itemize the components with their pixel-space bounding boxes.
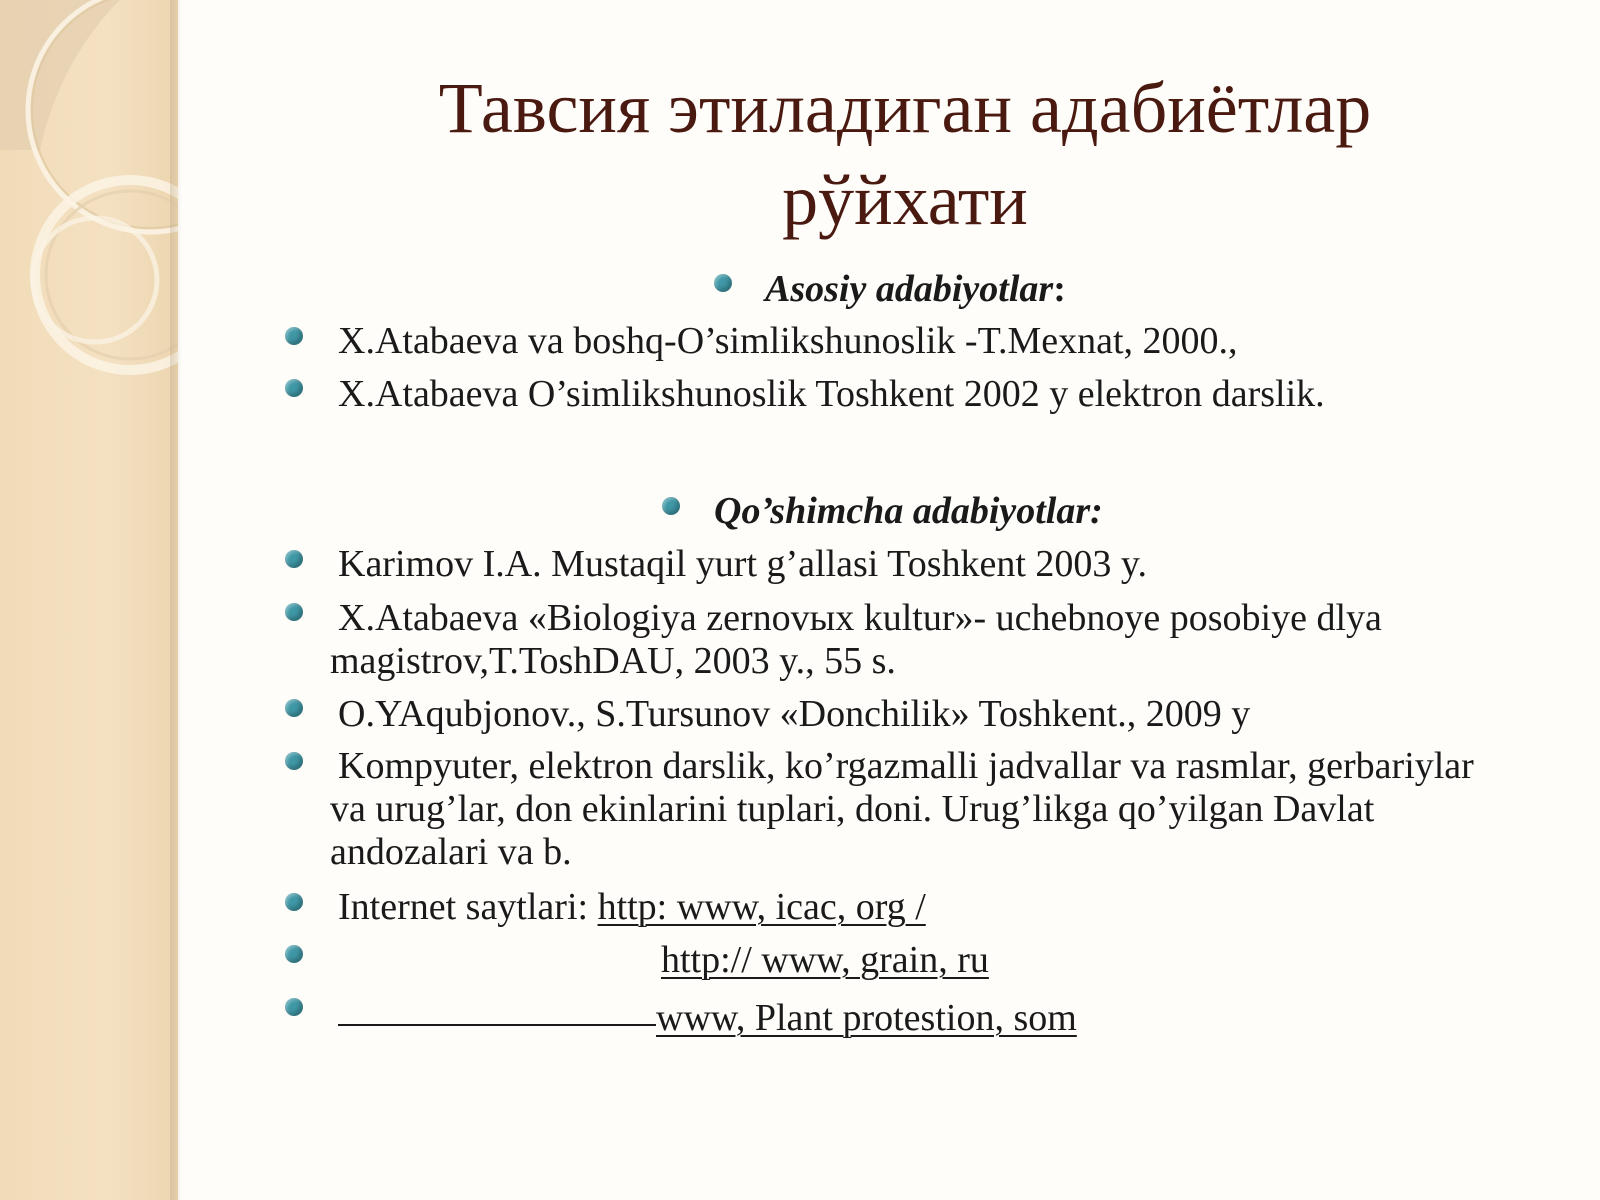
side-panel-shadow <box>170 0 182 1200</box>
list-item: Karimov I.A. Mustaqil yurt g’allasi Toshkent 2003 y. <box>338 543 1147 585</box>
bullet-icon <box>285 998 303 1016</box>
title-line-1: Тавсия этиладиган адабиётлар <box>438 68 1372 148</box>
additional-literature-heading: Qo’shimcha adabiyotlar: <box>714 490 1103 532</box>
list-item: O.YAqubjonov., S.Tursunov «Donchilik» Toshkent., 2009 y <box>338 693 1251 735</box>
bullet-icon <box>285 699 303 717</box>
link-grain[interactable]: http:// www, grain, ru <box>661 939 989 981</box>
bullet-icon <box>285 893 303 911</box>
decorative-side-panel <box>0 0 178 1200</box>
list-item: X.Atabaeva «Biologiya zernovыx kultur»- uchebnoye posobiye dlya magistrov,T.ToshDAU, 2003 y., 55 s. <box>330 597 1382 682</box>
bullet-icon <box>662 497 680 515</box>
list-item: X.Atabaeva O’simlikshunoslik Toshkent 2002 y elektron darslik. <box>338 373 1325 415</box>
bullet-icon <box>285 327 303 345</box>
main-heading-colon: : <box>1053 268 1066 310</box>
internet-sites-item <box>338 886 926 929</box>
bullet-icon <box>285 550 303 568</box>
list-item: Kompyuter, elektron darslik, ko’rgazmalli jadvallar va rasmlar, gerbariylar va urug’lar, don ekinlarini tuplari, doni. Urug’likga qo’yilgan Davlat andozalari va b. <box>330 745 1474 873</box>
link-plant-protection[interactable]: www, Plant protestion, som <box>656 997 1077 1039</box>
decorative-rings-graphic <box>0 0 178 420</box>
bullet-icon <box>285 379 303 397</box>
main-heading-text: Asosiy adabiyotlar <box>765 268 1054 310</box>
page-title <box>300 62 1510 246</box>
bullet-icon <box>285 603 303 621</box>
link-item <box>338 992 1077 1040</box>
link-icac[interactable]: http: www, icac, org / <box>597 886 926 928</box>
link-item <box>661 939 989 982</box>
title-line-2: рўйхати <box>782 160 1028 240</box>
list-item: X.Atabaeva va boshq-O’simlikshunoslik -T.Mexnat, 2000., <box>338 320 1238 362</box>
underline-blank <box>338 988 656 1026</box>
bullet-icon <box>285 752 303 770</box>
bullet-icon <box>285 945 303 963</box>
bullet-icon <box>714 274 732 292</box>
internet-sites-label: Internet saytlari: <box>338 886 598 928</box>
main-literature-heading <box>765 268 1066 311</box>
